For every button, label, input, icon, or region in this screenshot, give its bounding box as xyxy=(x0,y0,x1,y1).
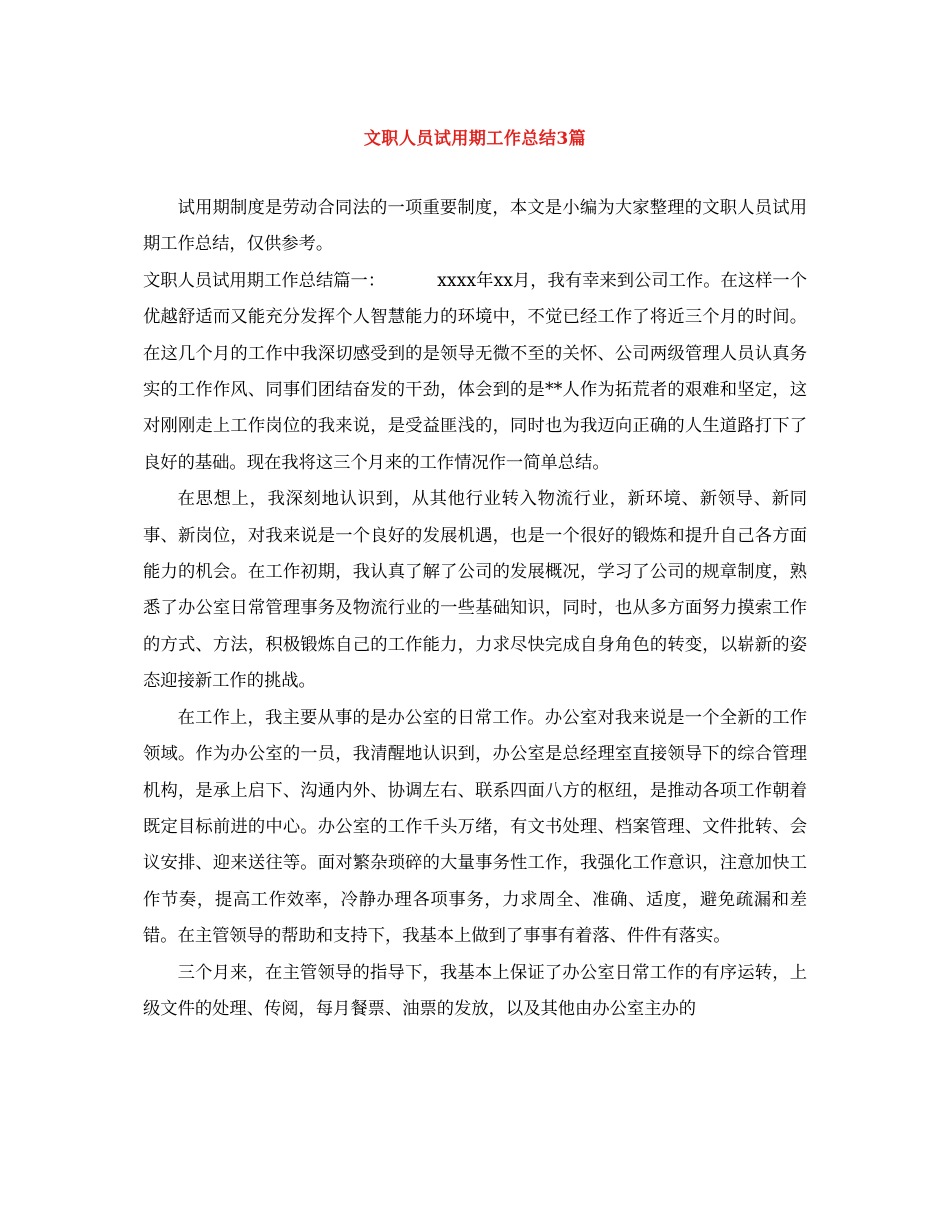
body-paragraph-thinking: 在思想上，我深刻地认识到，从其他行业转入物流行业，新环境、新领导、新同事、新岗位，对我来说是一个良好的发展机遇，也是一个很好的锻炼和提升自己各方面能力的机会。在工作初期，我认真了解了公司的发展概况，学习了公司的规章制度，熟悉了办公室日常管理事务及物流行业的一些基础知识，同时，也从多方面努力摸索工作的方式、方法，积极锻炼自己的工作能力，力求尽快完成自身角色的转变，以崭新的姿态迎接新工作的挑战。 xyxy=(143,489,807,692)
document-body xyxy=(143,190,807,1027)
section-1-paragraph xyxy=(143,263,807,481)
body-paragraph-three-months: 三个月来，在主管领导的指导下，我基本上保证了办公室日常工作的有序运转，上级文件的处理、传阅，每月餐票、油票的发放，以及其他由办公室主办的 xyxy=(143,962,807,1019)
intro-paragraph: 试用期制度是劳动合同法的一项重要制度，本文是小编为大家整理的文职人员试用期工作总结，仅供参考。 xyxy=(143,198,807,255)
section-1-first-paragraph: xxxx年xx月，我有幸来到公司工作。在这样一个优越舒适而又能充分发挥个人智慧能力的环境中，不觉已经工作了将近三个月的时间。在这几个月的工作中我深切感受到的是领导无微不至的关怀、公司两级管理人员认真务实的工作作风、同事们团结奋发的干劲，体会到的是**人作为拓荒者的艰难和坚定，这对刚刚走上工作岗位的我来说，是受益匪浅的，同时也为我迈向正确的人生道路打下了良好的基础。现在我将这三个月来的工作情况作一简单总结。 xyxy=(143,270,807,473)
section-1-heading: 文职人员试用期工作总结篇一： xyxy=(143,270,386,291)
document-title: 文职人员试用期工作总结3篇 xyxy=(363,129,587,149)
body-paragraph-work: 在工作上，我主要从事的是办公室的日常工作。办公室对我来说是一个全新的工作领域。作为办公室的一员，我清醒地认识到，办公室是总经理室直接领导下的综合管理机构，是承上启下、沟通内外、协调左右、联系四面八方的枢纽，是推动各项工作朝着既定目标前进的中心。办公室的工作千头万绪，有文书处理、档案管理、文件批转、会议安排、迎来送往等。面对繁杂琐碎的大量事务性工作，我强化工作意识，注意加快工作节奏，提高工作效率，冷静办理各项事务，力求周全、准确、适度，避免疏漏和差错。在主管领导的帮助和支持下，我基本上做到了事事有着落、件件有落实。 xyxy=(143,707,807,947)
